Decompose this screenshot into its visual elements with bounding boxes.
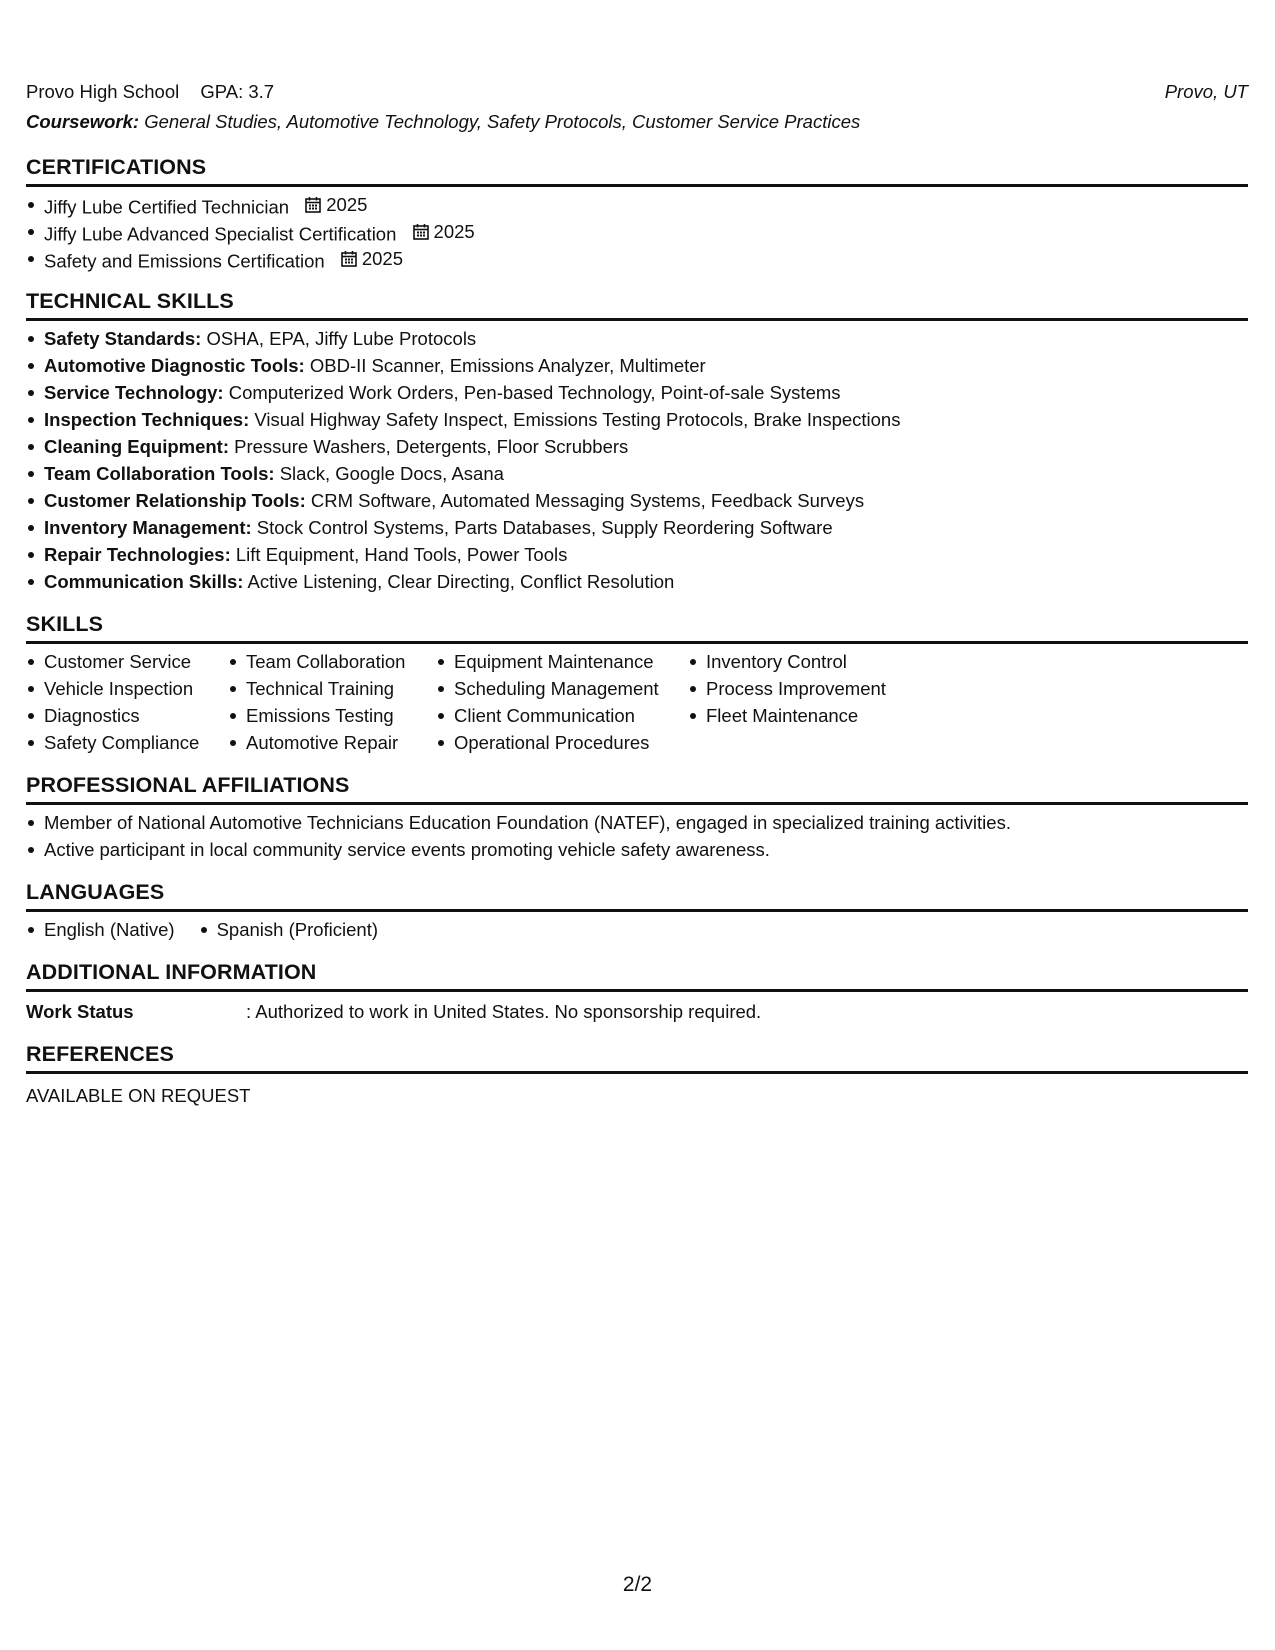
- technical-skill-text: CRM Software, Automated Messaging Systems, Feedback Surveys: [310, 490, 865, 511]
- technical-skill-item: [26, 487, 1248, 514]
- page-number: 2/2: [622, 1573, 653, 1596]
- skill-item: Equipment Maintenance: [436, 648, 688, 675]
- skills-grid: [26, 648, 1248, 756]
- work-status-row: [26, 998, 1248, 1025]
- technical-skill-item: [26, 514, 1248, 541]
- language-item: English (Native): [26, 916, 175, 943]
- calendar-icon: [412, 223, 430, 241]
- technical-skill-label: Repair Technologies:: [44, 544, 231, 565]
- languages-list: [26, 916, 378, 943]
- technical-skills-list: [26, 325, 1248, 595]
- resume-page: [26, 78, 1248, 1109]
- skills-column: [436, 648, 688, 756]
- technical-skill-item: [26, 541, 1248, 568]
- certification-date: [304, 191, 367, 218]
- skill-item: Diagnostics: [26, 702, 228, 729]
- certification-item: [26, 191, 1248, 218]
- coursework: [26, 108, 1248, 138]
- certification-name: Safety and Emissions Certification: [44, 250, 325, 272]
- technical-skill-item: [26, 406, 1248, 433]
- technical-skill-text: OBD-II Scanner, Emissions Analyzer, Multimeter: [309, 355, 706, 376]
- skill-item: Fleet Maintenance: [688, 702, 928, 729]
- skill-item: Customer Service: [26, 648, 228, 675]
- education-left: [26, 78, 274, 105]
- certification-item: [26, 218, 1248, 245]
- technical-skill-item: [26, 325, 1248, 352]
- skill-item: Technical Training: [228, 675, 436, 702]
- technical-skill-text: Lift Equipment, Hand Tools, Power Tools: [235, 544, 568, 565]
- certification-name: Jiffy Lube Certified Technician: [44, 196, 290, 218]
- calendar-icon: [304, 196, 322, 214]
- certification-date: [340, 245, 403, 272]
- skill-item: Inventory Control: [688, 648, 928, 675]
- technical-skill-text: Stock Control Systems, Parts Databases, Supply Reordering Software: [256, 517, 833, 538]
- affiliations-list: [26, 809, 1248, 863]
- technical-skill-label: Safety Standards:: [44, 328, 202, 349]
- certification-year: 2025: [433, 221, 475, 242]
- work-status-value: : Authorized to work in United States. No sponsorship required.: [246, 1001, 762, 1022]
- technical-skill-text: Pressure Washers, Detergents, Floor Scrubbers: [234, 436, 629, 457]
- technical-skill-item: [26, 379, 1248, 406]
- certification-name: Jiffy Lube Advanced Specialist Certification: [44, 223, 397, 245]
- skills-column: [26, 648, 228, 756]
- affiliation-item: Member of National Automotive Technicians Education Foundation (NATEF), engaged in specialized training activities.: [26, 809, 1248, 836]
- skill-item: Automotive Repair: [228, 729, 436, 756]
- section-title-certifications: CERTIFICATIONS: [26, 154, 1248, 187]
- technical-skill-label: Team Collaboration Tools:: [44, 463, 275, 484]
- certification-date: [412, 218, 475, 245]
- technical-skill-item: [26, 433, 1248, 460]
- certification-year: 2025: [326, 194, 368, 215]
- affiliation-item: Active participant in local community service events promoting vehicle safety awareness.: [26, 836, 1248, 863]
- calendar-icon: [340, 250, 358, 268]
- certification-year: 2025: [361, 248, 404, 269]
- skills-column: [228, 648, 436, 756]
- certification-item: [26, 245, 1248, 272]
- skill-item: Client Communication: [436, 702, 688, 729]
- section-title-references: REFERENCES: [26, 1041, 1248, 1074]
- technical-skill-label: Service Technology:: [44, 382, 224, 403]
- school-name: Provo High School: [26, 81, 180, 102]
- section-title-languages: LANGUAGES: [26, 879, 1248, 912]
- education-row: [26, 78, 1248, 108]
- technical-skill-item: [26, 352, 1248, 379]
- section-title-additional-information: ADDITIONAL INFORMATION: [26, 959, 1248, 992]
- technical-skill-text: Active Listening, Clear Directing, Conflict Resolution: [247, 571, 675, 592]
- technical-skill-text: Visual Highway Safety Inspect, Emissions Testing Protocols, Brake Inspections: [254, 409, 901, 430]
- skill-item: Team Collaboration: [228, 648, 436, 675]
- skills-column: [688, 648, 928, 756]
- skill-item: Process Improvement: [688, 675, 928, 702]
- education-location: Provo, UT: [1164, 81, 1248, 102]
- section-title-skills: SKILLS: [26, 611, 1248, 644]
- technical-skill-label: Customer Relationship Tools:: [44, 490, 306, 511]
- technical-skill-text: Computerized Work Orders, Pen-based Technology, Point-of-sale Systems: [228, 382, 841, 403]
- language-item: Spanish (Proficient): [199, 916, 378, 943]
- coursework-label: Coursework:: [26, 111, 140, 132]
- references-text: AVAILABLE ON REQUEST: [26, 1085, 251, 1106]
- technical-skill-item: [26, 568, 1248, 595]
- skill-item: Vehicle Inspection: [26, 675, 228, 702]
- gpa: GPA: 3.7: [200, 81, 275, 102]
- technical-skill-label: Inspection Techniques:: [44, 409, 250, 430]
- technical-skill-label: Automotive Diagnostic Tools:: [44, 355, 305, 376]
- technical-skill-text: OSHA, EPA, Jiffy Lube Protocols: [206, 328, 477, 349]
- certifications-list: [26, 191, 1248, 272]
- technical-skill-label: Cleaning Equipment:: [44, 436, 229, 457]
- work-status-label: Work Status: [26, 1001, 134, 1022]
- section-title-affiliations: PROFESSIONAL AFFILIATIONS: [26, 772, 1248, 805]
- skill-item: Scheduling Management: [436, 675, 688, 702]
- technical-skill-item: [26, 460, 1248, 487]
- languages-row: [26, 916, 1248, 943]
- technical-skill-text: Slack, Google Docs, Asana: [279, 463, 504, 484]
- skill-item: Operational Procedures: [436, 729, 688, 756]
- technical-skill-label: Communication Skills:: [44, 571, 244, 592]
- section-title-technical-skills: TECHNICAL SKILLS: [26, 288, 1248, 321]
- skill-item: Safety Compliance: [26, 729, 228, 756]
- skill-item: Emissions Testing: [228, 702, 436, 729]
- technical-skill-label: Inventory Management:: [44, 517, 252, 538]
- coursework-text: General Studies, Automotive Technology, Safety Protocols, Customer Service Practices: [144, 111, 861, 132]
